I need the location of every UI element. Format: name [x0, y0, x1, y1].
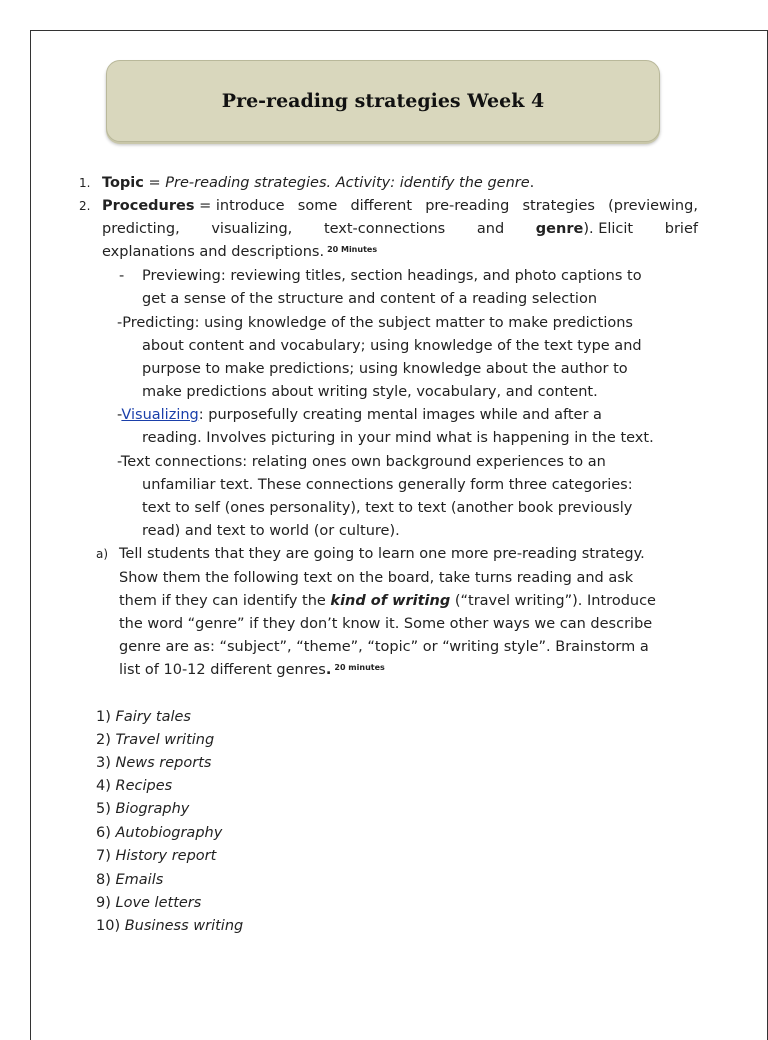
item-2-label: Procedures: [102, 198, 195, 214]
time-note-1: 20 Minutes: [327, 245, 378, 254]
item-a-line-6-dot: .: [325, 662, 332, 678]
list-item: [96, 870, 163, 890]
w: ). Elicit: [583, 221, 634, 237]
list-item: [96, 823, 222, 843]
genre-text: Fairy tales: [115, 709, 191, 725]
genre-text: Autobiography: [115, 825, 223, 841]
previewing-line-1: Previewing: reviewing titles, section headings, and photo captions to: [142, 268, 642, 284]
w: some: [297, 198, 338, 214]
previewing-dash: -: [119, 268, 125, 284]
item-2-line-1: [102, 196, 698, 216]
item-a-line-6-text: list of 10-12 different genres: [119, 662, 326, 678]
item-a-line-3-a: them if they can identify the: [119, 593, 331, 609]
genre-text: Business writing: [124, 918, 244, 934]
w: strategies: [522, 198, 595, 214]
genre-text: Recipes: [115, 778, 173, 794]
item-a-line-5: genre are as: “subject”, “theme”, “topic” or “writing style”. Brainstorm a: [119, 639, 649, 655]
visualizing-link[interactable]: Visualizing: [121, 407, 199, 423]
kind-of-writing: kind of writing: [330, 593, 451, 609]
predicting-line-3: purpose to make predictions; using knowledge about the author to: [142, 361, 628, 377]
list-number: 6): [96, 825, 111, 841]
w: brief: [664, 221, 698, 237]
item-a-line-3-c: (“travel writing”). Introduce: [450, 593, 656, 609]
predicting-line-4: make predictions about writing style, vocabulary, and content.: [142, 384, 598, 400]
list-item: [96, 893, 201, 913]
genre-text: Emails: [115, 872, 164, 888]
item-2-line-3-text: explanations and descriptions.: [102, 244, 325, 260]
genre-text: News reports: [115, 755, 212, 771]
w: pre-reading: [425, 198, 510, 214]
visualizing-line-1: [117, 405, 602, 425]
genre-text: History report: [115, 848, 217, 864]
genre-text: Love letters: [115, 895, 202, 911]
item-a-line-6: [119, 660, 385, 682]
w: predicting,: [102, 221, 180, 237]
list-item: [96, 846, 216, 866]
textconn-line-1: -Text connections: relating ones own background experiences to an: [117, 454, 606, 470]
visualizing-line-1-rest: : purposefully creating mental images while and after a: [198, 407, 602, 423]
title-box: [106, 60, 660, 142]
item-1-end: .: [529, 175, 535, 191]
list-item: [96, 916, 243, 936]
visualizing-dash: -: [117, 407, 122, 423]
item-a-line-2: Show them the following text on the board, take turns reading and ask: [119, 570, 634, 586]
list-number: 1): [96, 709, 111, 725]
previewing-line-2: get a sense of the structure and content of a reading selection: [142, 291, 598, 307]
w: and: [476, 221, 505, 237]
item-1-line: [102, 173, 534, 193]
textconn-line-2: unfamiliar text. These connections generally form three categories:: [142, 477, 633, 493]
item-a-line-4: the word “genre” if they don’t know it. Some other ways we can describe: [119, 616, 653, 632]
list-number: 2): [96, 732, 111, 748]
genre-bold: genre: [535, 221, 584, 237]
textconn-line-3: text to self (ones personality), text to text (another book previously: [142, 500, 633, 516]
item-2-line-2: [102, 219, 698, 239]
list-item: [96, 776, 172, 796]
item-1-eq: =: [143, 175, 166, 191]
list-item: [96, 753, 211, 773]
list-number: 7): [96, 848, 111, 864]
list-number: 10): [96, 918, 121, 934]
w: (previewing,: [608, 198, 698, 214]
genre-text: Travel writing: [115, 732, 215, 748]
item-1-text: Pre-reading strategies. Activity: identify the genre: [165, 175, 530, 191]
item-1-label: Topic: [102, 175, 144, 191]
predicting-line-1: -Predicting: using knowledge of the subject matter to make predictions: [117, 315, 633, 331]
visualizing-line-2: reading. Involves picturing in your mind what is happening in the text.: [142, 430, 654, 446]
list-number: 4): [96, 778, 111, 794]
predicting-line-2: about content and vocabulary; using knowledge of the text type and: [142, 338, 642, 354]
list-item: [96, 707, 191, 727]
list-number: 5): [96, 801, 111, 817]
list-number: 9): [96, 895, 111, 911]
textconn-line-4: read) and text to world (or culture).: [142, 523, 400, 539]
list-item: [96, 799, 189, 819]
item-a-line-1: Tell students that they are going to learn one more pre-reading strategy.: [119, 546, 645, 562]
page-title: Pre-reading strategies Week 4: [221, 90, 545, 112]
item-2-line-3: [102, 242, 377, 264]
list-number: 3): [96, 755, 111, 771]
item-2-number: 2.: [79, 199, 91, 213]
w: = introduce: [199, 198, 285, 214]
time-note-2: 20 minutes: [334, 663, 385, 672]
item-a-marker: a): [96, 547, 109, 561]
w: text-connections: [323, 221, 446, 237]
item-1-number: 1.: [79, 176, 91, 190]
list-number: 8): [96, 872, 111, 888]
list-item: [96, 730, 214, 750]
w: different: [350, 198, 413, 214]
w: visualizing,: [211, 221, 293, 237]
item-a-line-3: [119, 591, 656, 611]
genre-text: Biography: [115, 801, 190, 817]
